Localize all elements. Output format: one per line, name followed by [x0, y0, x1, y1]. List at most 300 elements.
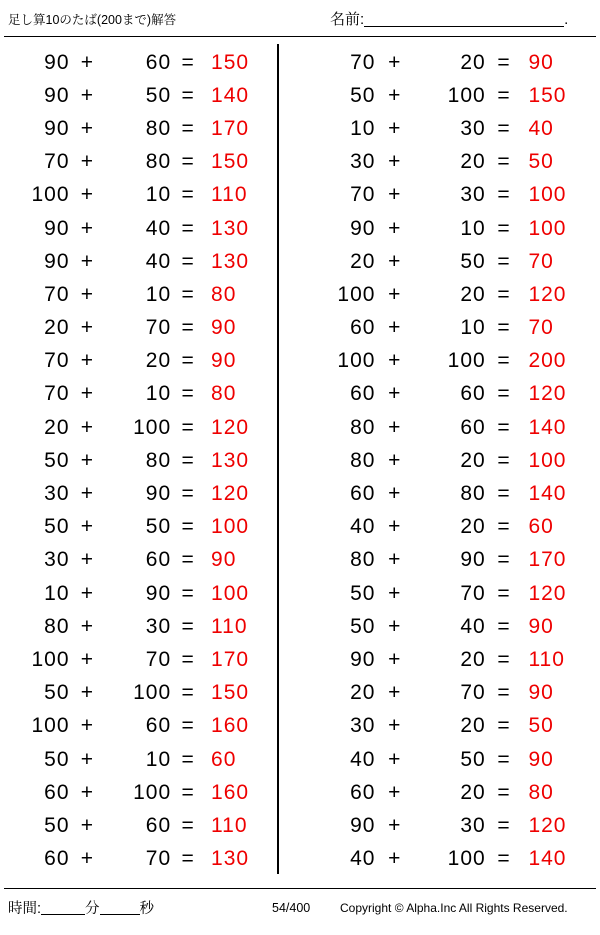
answer-value: 90 [528, 747, 554, 771]
operand-b: 50 [460, 249, 486, 273]
plus-icon: + [80, 83, 94, 107]
problem-row [0, 610, 277, 643]
operand-a: 40 [350, 847, 376, 871]
plus-icon: + [388, 581, 402, 605]
problem-row [0, 179, 277, 212]
problem-row [300, 610, 600, 643]
operand-b: 50 [145, 515, 172, 539]
plus-icon: + [388, 714, 402, 738]
operand-b: 10 [145, 282, 172, 306]
answer-value: 100 [528, 183, 567, 207]
answer-value: 40 [528, 116, 554, 140]
equals-icon: = [181, 681, 195, 705]
problem-row [0, 444, 277, 477]
problem-row [300, 179, 600, 212]
equals-icon: = [181, 614, 195, 638]
answer-value: 120 [211, 482, 250, 506]
plus-icon: + [388, 382, 402, 406]
operand-b: 80 [460, 482, 486, 506]
equals-icon: = [497, 216, 511, 240]
equals-icon: = [181, 847, 195, 871]
operand-b: 20 [460, 714, 486, 738]
plus-icon: + [80, 183, 94, 207]
equals-icon: = [181, 714, 195, 738]
operand-b: 30 [460, 183, 486, 207]
footer-divider [4, 888, 596, 889]
equals-icon: = [497, 714, 511, 738]
problem-row [300, 643, 600, 676]
equals-icon: = [497, 249, 511, 273]
answer-value: 200 [528, 349, 567, 373]
answer-value: 120 [528, 382, 567, 406]
answer-value: 170 [211, 647, 250, 671]
operand-a: 80 [350, 548, 376, 572]
answer-value: 90 [528, 50, 554, 74]
plus-icon: + [80, 548, 94, 572]
answer-value: 120 [528, 282, 567, 306]
operand-b: 40 [145, 216, 172, 240]
answer-value: 80 [211, 382, 237, 406]
equals-icon: = [497, 83, 511, 107]
operand-a: 50 [44, 813, 70, 837]
operand-a: 60 [44, 847, 70, 871]
equals-icon: = [181, 282, 195, 306]
operand-a: 70 [44, 150, 70, 174]
operand-a: 80 [44, 614, 70, 638]
answer-value: 110 [528, 647, 565, 671]
problem-row [300, 278, 600, 311]
page-footer [0, 893, 600, 927]
operand-b: 60 [145, 50, 172, 74]
operand-b: 100 [447, 847, 486, 871]
problem-row [0, 544, 277, 577]
operand-a: 50 [350, 581, 376, 605]
equals-icon: = [181, 482, 195, 506]
operand-a: 90 [350, 813, 376, 837]
operand-b: 80 [145, 116, 172, 140]
operand-b: 30 [145, 614, 172, 638]
equals-icon: = [181, 415, 195, 439]
problem-row [0, 79, 277, 112]
operand-a: 20 [44, 415, 70, 439]
equals-icon: = [497, 50, 511, 74]
problem-column-right [300, 46, 600, 876]
problem-row [0, 843, 277, 876]
minutes-unit-label: 分 [85, 901, 100, 917]
problem-row [300, 146, 600, 179]
plus-icon: + [388, 415, 402, 439]
operand-a: 30 [350, 714, 376, 738]
operand-a: 20 [44, 316, 70, 340]
plus-icon: + [388, 647, 402, 671]
operand-a: 40 [350, 747, 376, 771]
operand-b: 30 [460, 116, 486, 140]
plus-icon: + [80, 116, 94, 140]
operand-a: 60 [350, 780, 376, 804]
equals-icon: = [181, 216, 195, 240]
plus-icon: + [388, 813, 402, 837]
equals-icon: = [497, 415, 511, 439]
equals-icon: = [497, 482, 511, 506]
plus-icon: + [388, 183, 402, 207]
plus-icon: + [80, 614, 94, 638]
copyright-notice: Copyright © Alpha.Inc All Rights Reserved. [340, 901, 568, 915]
equals-icon: = [497, 183, 511, 207]
problem-row [300, 46, 600, 79]
plus-icon: + [388, 116, 402, 140]
plus-icon: + [80, 747, 94, 771]
answer-value: 100 [528, 216, 567, 240]
operand-b: 40 [145, 249, 172, 273]
plus-icon: + [388, 614, 402, 638]
answer-value: 170 [528, 548, 567, 572]
operand-a: 80 [350, 415, 376, 439]
operand-b: 100 [447, 349, 486, 373]
equals-icon: = [497, 448, 511, 472]
equals-icon: = [181, 382, 195, 406]
operand-b: 80 [145, 448, 172, 472]
plus-icon: + [80, 316, 94, 340]
answer-value: 100 [528, 448, 567, 472]
equals-icon: = [497, 150, 511, 174]
operand-a: 50 [44, 448, 70, 472]
plus-icon: + [80, 150, 94, 174]
operand-b: 60 [145, 548, 172, 572]
equals-icon: = [181, 747, 195, 771]
operand-a: 100 [337, 349, 376, 373]
equals-icon: = [181, 515, 195, 539]
equals-icon: = [497, 614, 511, 638]
operand-a: 90 [350, 647, 376, 671]
plus-icon: + [80, 415, 94, 439]
problem-columns [0, 46, 600, 876]
problem-row [0, 245, 277, 278]
answer-value: 120 [528, 581, 567, 605]
answer-value: 150 [211, 150, 250, 174]
equals-icon: = [497, 681, 511, 705]
answer-value: 110 [211, 813, 248, 837]
problem-column-left [0, 46, 277, 876]
equals-icon: = [181, 647, 195, 671]
operand-a: 100 [337, 282, 376, 306]
plus-icon: + [80, 349, 94, 373]
equals-icon: = [181, 116, 195, 140]
operand-a: 90 [350, 216, 376, 240]
plus-icon: + [80, 382, 94, 406]
problem-row [300, 245, 600, 278]
operand-b: 10 [145, 183, 172, 207]
plus-icon: + [388, 847, 402, 871]
operand-a: 30 [44, 548, 70, 572]
answer-value: 60 [528, 515, 554, 539]
operand-a: 60 [350, 316, 376, 340]
answer-value: 150 [211, 681, 250, 705]
page-title: 足し算10のたば(200まで)解答 [8, 13, 177, 27]
plus-icon: + [80, 813, 94, 837]
name-trailing-dot: . [564, 11, 569, 28]
equals-icon: = [181, 581, 195, 605]
operand-a: 90 [44, 216, 70, 240]
operand-a: 80 [350, 448, 376, 472]
answer-value: 120 [211, 415, 250, 439]
operand-a: 70 [350, 50, 376, 74]
equals-icon: = [497, 847, 511, 871]
problem-row [300, 312, 600, 345]
operand-b: 10 [145, 382, 172, 406]
operand-a: 100 [31, 714, 70, 738]
answer-value: 120 [528, 813, 567, 837]
problem-row [0, 776, 277, 809]
problem-row [300, 544, 600, 577]
equals-icon: = [181, 249, 195, 273]
plus-icon: + [80, 249, 94, 273]
answer-value: 130 [211, 847, 250, 871]
equals-icon: = [497, 581, 511, 605]
operand-b: 20 [460, 50, 486, 74]
answer-value: 140 [528, 482, 567, 506]
equals-icon: = [497, 747, 511, 771]
problem-row [300, 444, 600, 477]
answer-value: 160 [211, 714, 250, 738]
plus-icon: + [80, 780, 94, 804]
equals-icon: = [181, 448, 195, 472]
plus-icon: + [80, 714, 94, 738]
operand-a: 50 [350, 83, 376, 107]
equals-icon: = [497, 647, 511, 671]
operand-a: 20 [350, 681, 376, 705]
equals-icon: = [181, 349, 195, 373]
operand-a: 90 [44, 116, 70, 140]
equals-icon: = [497, 548, 511, 572]
operand-a: 60 [350, 482, 376, 506]
operand-b: 70 [145, 316, 172, 340]
problem-row [300, 710, 600, 743]
plus-icon: + [80, 282, 94, 306]
operand-b: 100 [447, 83, 486, 107]
seconds-input-line[interactable] [100, 900, 140, 915]
answer-value: 110 [211, 183, 248, 207]
plus-icon: + [388, 316, 402, 340]
operand-a: 50 [350, 614, 376, 638]
problem-row [300, 79, 600, 112]
operand-b: 70 [145, 847, 172, 871]
problem-row [0, 511, 277, 544]
answer-value: 60 [211, 747, 237, 771]
operand-b: 90 [145, 581, 172, 605]
plus-icon: + [388, 349, 402, 373]
answer-value: 80 [528, 780, 554, 804]
answer-value: 100 [211, 515, 250, 539]
name-field-area [330, 8, 568, 29]
equals-icon: = [497, 515, 511, 539]
operand-b: 40 [460, 614, 486, 638]
operand-b: 100 [133, 780, 172, 804]
time-label: 時間: [8, 901, 42, 917]
operand-a: 40 [350, 515, 376, 539]
name-label: 名前: [330, 11, 365, 28]
problem-row [300, 743, 600, 776]
time-field-area [8, 897, 154, 918]
plus-icon: + [80, 216, 94, 240]
problem-row [300, 378, 600, 411]
equals-icon: = [181, 83, 195, 107]
plus-icon: + [80, 581, 94, 605]
problem-row [300, 843, 600, 876]
operand-b: 60 [145, 714, 172, 738]
answer-value: 140 [211, 83, 250, 107]
answer-value: 90 [211, 548, 237, 572]
operand-b: 10 [460, 216, 486, 240]
answer-value: 110 [211, 614, 248, 638]
problem-row [300, 411, 600, 444]
plus-icon: + [80, 515, 94, 539]
equals-icon: = [181, 780, 195, 804]
operand-a: 50 [44, 681, 70, 705]
operand-b: 10 [460, 316, 486, 340]
plus-icon: + [388, 548, 402, 572]
answer-value: 170 [211, 116, 250, 140]
problem-row [300, 577, 600, 610]
equals-icon: = [181, 548, 195, 572]
answer-value: 70 [528, 316, 554, 340]
page-header [0, 8, 600, 38]
operand-a: 20 [350, 249, 376, 273]
operand-a: 70 [44, 282, 70, 306]
operand-b: 70 [460, 681, 486, 705]
plus-icon: + [388, 747, 402, 771]
equals-icon: = [181, 150, 195, 174]
plus-icon: + [388, 448, 402, 472]
equals-icon: = [497, 116, 511, 140]
operand-b: 100 [133, 681, 172, 705]
problem-row [0, 378, 277, 411]
operand-a: 30 [44, 482, 70, 506]
operand-b: 20 [145, 349, 172, 373]
answer-value: 90 [211, 349, 237, 373]
problem-row [0, 312, 277, 345]
operand-b: 50 [145, 83, 172, 107]
problem-row [300, 809, 600, 842]
plus-icon: + [388, 681, 402, 705]
equals-icon: = [497, 316, 511, 340]
equals-icon: = [181, 50, 195, 74]
operand-b: 90 [460, 548, 486, 572]
answer-value: 90 [528, 681, 554, 705]
equals-icon: = [497, 349, 511, 373]
operand-a: 10 [350, 116, 376, 140]
operand-a: 70 [350, 183, 376, 207]
page-number: 54/400 [272, 901, 311, 915]
plus-icon: + [80, 647, 94, 671]
problem-row [300, 477, 600, 510]
operand-b: 70 [460, 581, 486, 605]
operand-a: 90 [44, 249, 70, 273]
plus-icon: + [80, 847, 94, 871]
operand-b: 20 [460, 647, 486, 671]
operand-a: 70 [44, 349, 70, 373]
name-input-line[interactable] [364, 10, 564, 27]
answer-value: 150 [528, 83, 567, 107]
minutes-input-line[interactable] [41, 900, 85, 915]
operand-b: 80 [145, 150, 172, 174]
equals-icon: = [181, 813, 195, 837]
problem-row [0, 643, 277, 676]
operand-b: 20 [460, 150, 486, 174]
problem-row [0, 677, 277, 710]
problem-row [0, 710, 277, 743]
equals-icon: = [497, 282, 511, 306]
equals-icon: = [497, 382, 511, 406]
answer-value: 80 [211, 282, 237, 306]
operand-a: 90 [44, 83, 70, 107]
answer-value: 100 [211, 581, 250, 605]
plus-icon: + [388, 780, 402, 804]
operand-b: 90 [145, 482, 172, 506]
plus-icon: + [80, 482, 94, 506]
equals-icon: = [181, 183, 195, 207]
problem-row [0, 809, 277, 842]
operand-b: 100 [133, 415, 172, 439]
problem-row [300, 677, 600, 710]
problem-row [300, 112, 600, 145]
plus-icon: + [388, 482, 402, 506]
problem-row [0, 345, 277, 378]
problem-row [300, 345, 600, 378]
plus-icon: + [388, 50, 402, 74]
operand-b: 60 [145, 813, 172, 837]
problem-row [0, 46, 277, 79]
plus-icon: + [80, 681, 94, 705]
plus-icon: + [388, 150, 402, 174]
answer-value: 130 [211, 216, 250, 240]
answer-value: 90 [528, 614, 554, 638]
operand-b: 30 [460, 813, 486, 837]
equals-icon: = [497, 813, 511, 837]
answer-value: 140 [528, 415, 567, 439]
problem-row [0, 411, 277, 444]
operand-b: 60 [460, 415, 486, 439]
equals-icon: = [497, 780, 511, 804]
problem-row [0, 577, 277, 610]
problem-row [0, 146, 277, 179]
answer-value: 70 [528, 249, 554, 273]
plus-icon: + [388, 249, 402, 273]
plus-icon: + [388, 83, 402, 107]
answer-value: 130 [211, 448, 250, 472]
plus-icon: + [80, 448, 94, 472]
plus-icon: + [388, 515, 402, 539]
problem-row [0, 112, 277, 145]
plus-icon: + [388, 282, 402, 306]
problem-row [0, 212, 277, 245]
operand-a: 60 [350, 382, 376, 406]
answer-value: 50 [528, 150, 554, 174]
plus-icon: + [388, 216, 402, 240]
answer-value: 50 [528, 714, 554, 738]
header-divider [4, 36, 596, 37]
answer-value: 130 [211, 249, 250, 273]
operand-a: 70 [44, 382, 70, 406]
seconds-unit-label: 秒 [139, 901, 155, 917]
operand-b: 10 [145, 747, 172, 771]
answer-value: 140 [528, 847, 567, 871]
operand-a: 60 [44, 780, 70, 804]
answer-value: 90 [211, 316, 237, 340]
problem-row [0, 743, 277, 776]
operand-b: 70 [145, 647, 172, 671]
operand-a: 100 [31, 647, 70, 671]
answer-value: 150 [211, 50, 250, 74]
